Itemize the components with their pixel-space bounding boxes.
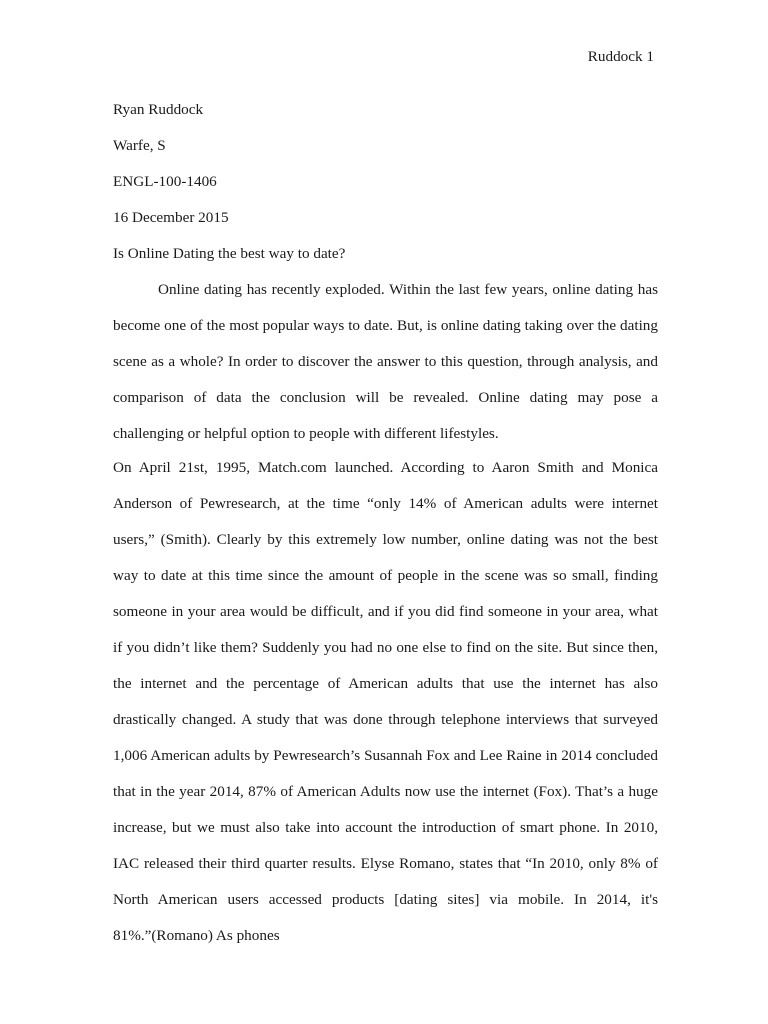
instructor-name: Warfe, S	[113, 137, 166, 154]
document-body	[113, 92, 658, 954]
document-date: 16 December 2015	[113, 209, 229, 226]
course-code: ENGL-100-1406	[113, 173, 217, 190]
paragraph-2: On April 21st, 1995, Match.com launched. According to Aaron Smith and Monica Anderson of Pewresearch, at the time “only 14% of American adults were internet users,” (Smith). Clearly by this extremely low number, online dating was not the best way to date at this time since the amount of people in the scene was so small, finding someone in your area would be difficult, and if you did find someone in your area, what if you didn’t like them? Suddenly you had no one else to find on the site. But since then, the internet and the percentage of American adults that use the internet has also drastically changed. A study that was done through telephone interviews that surveyed 1,006 American adults by Pewresearch’s Susannah Fox and Lee Raine in 2014 concluded that in the year 2014, 87% of American Adults now use the internet (Fox). That’s a huge increase, but we must also take into account the introduction of smart phone. In 2010, IAC released their third quarter results. Elyse Romano, states that “In 2010, only 8% of North American users accessed products [dating sites] via mobile. In 2014, it's 81%.”(Romano) As phones	[113, 459, 658, 944]
document-title: Is Online Dating the best way to date?	[113, 245, 346, 262]
author-name: Ryan Ruddock	[113, 101, 204, 118]
running-head: Ruddock 1	[587, 48, 654, 65]
paragraph-1: Online dating has recently exploded. Within the last few years, online dating has become one of the most popular ways to date. But, is online dating taking over the dating scene as a whole? In order to discover the answer to this question, through analysis, and comparison of data the conclusion will be revealed. Online dating may pose a challenging or helpful option to people with different lifestyles.	[113, 281, 658, 442]
